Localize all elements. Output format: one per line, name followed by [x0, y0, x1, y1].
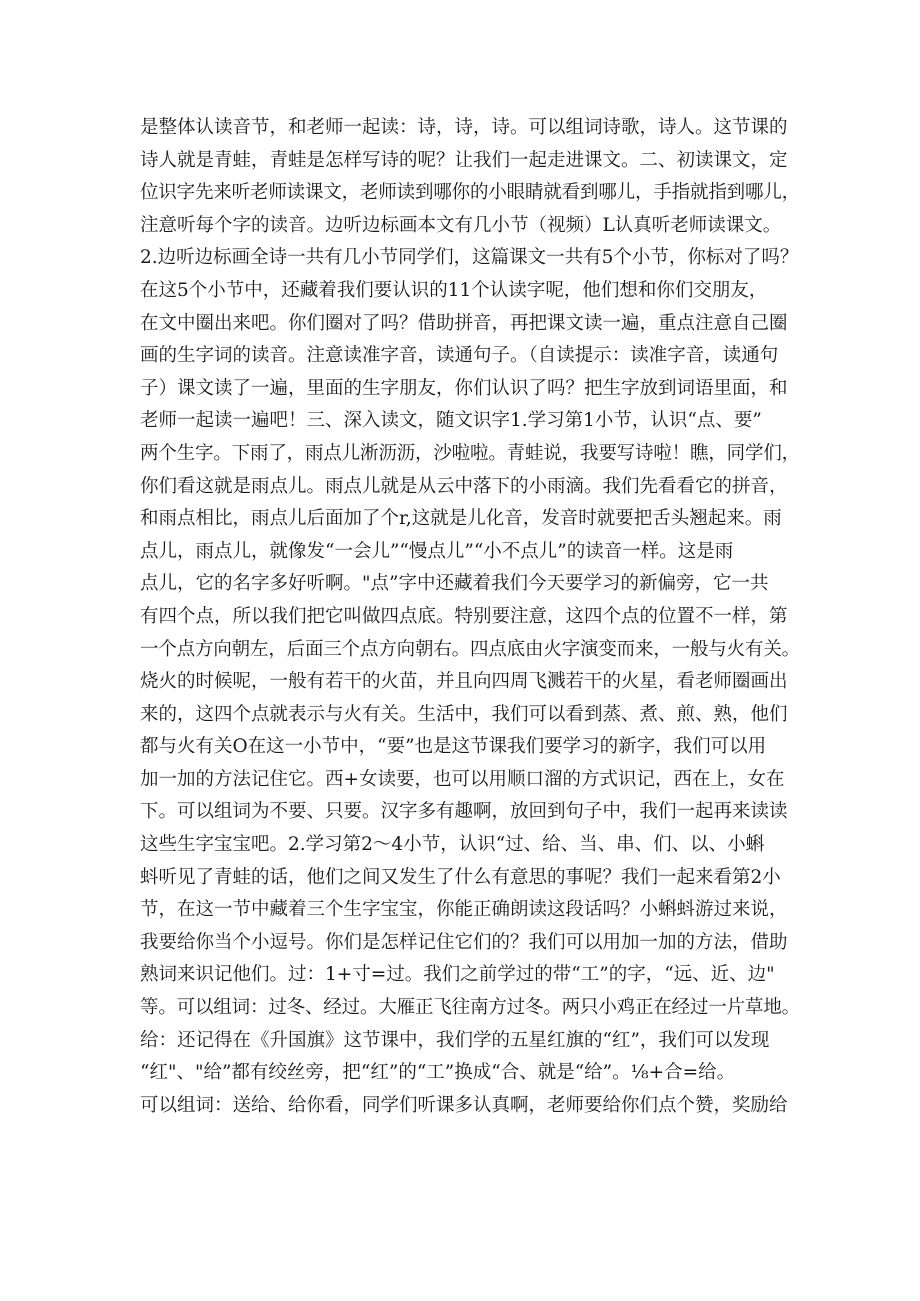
- text-line: 2.边听边标画全诗一共有几小节同学们，这篇课文一共有5个小节，你标对了吗？: [140, 247, 799, 269]
- text-line: 有四个点，所以我们把它叫做四点底。特别要注意，这四个点的位置不一样，第: [140, 605, 788, 627]
- text-line: 两个生字。下雨了，雨点儿淅沥沥，沙啦啦。青蛙说，我要写诗啦！瞧，同学们，: [140, 442, 800, 464]
- text-line: 可以组词：送给、给你看，同学们听课多认真啊，老师要给你们点个赞，奖励给: [140, 1094, 788, 1116]
- text-line: 老师一起读一遍吧！三、深入读文，随文识字1.学习第1小节，认识“点、要”: [140, 410, 762, 432]
- text-line: 位识字先来听老师读课文，老师读到哪你的小眼睛就看到哪儿，手指就指到哪儿，: [140, 182, 800, 204]
- text-line: 都与火有关O在这一小节中，“要”也是这节课我们要学习的新字，我们可以用: [140, 736, 767, 758]
- text-line: 点儿，雨点儿，就像发“一会儿”“慢点儿”“小不点儿”的读音一样。这是雨: [140, 540, 734, 562]
- text-line: 在文中圈出来吧。你们圈对了吗？借助拼音，再把课文读一遍，重点注意自己圈: [140, 312, 788, 334]
- text-line: 子）课文读了一遍，里面的生字朋友，你们认识了吗？把生字放到词语里面，和: [140, 377, 788, 399]
- text-line: 画的生字词的读音。注意读准字音，读通句子。（自读提示：读准字音，读通句: [140, 345, 779, 367]
- text-line: 熟词来识记他们。过：1+寸=过。我们之前学过的带“工”的字，“远、近、边": [140, 964, 775, 986]
- text-line: 加一加的方法记住它。西+女读要，也可以用顺口溜的方式识记，西在上，女在: [140, 768, 785, 790]
- text-line: 和雨点相比，雨点儿后面加了个r,这就是儿化音，发音时就要把舌头翘起来。雨: [140, 508, 782, 530]
- text-line: 注意听每个字的读音。边听边标画本文有几小节（视频）L认真听老师读课文。: [140, 214, 782, 236]
- text-line: 下。可以组词为不要、只要。汉字多有趣啊，放回到句子中，我们一起再来读读: [140, 801, 788, 823]
- text-line: 节，在这一节中藏着三个生字宝宝，你能正确朗读这段话吗？小蝌蚪游过来说，: [140, 899, 788, 921]
- text-line: 是整体认读音节，和老师一起读：诗，诗，诗。可以组词诗歌，诗人。这节课的: [140, 117, 788, 138]
- text-line: 蚪听见了青蛙的话，他们之间又发生了什么有意思的事呢？我们一起来看第2小: [140, 866, 781, 888]
- text-line: 一个点方向朝左，后面三个点方向朝右。四点底由火字演变而来，一般与火有关。: [140, 638, 800, 660]
- text-line: 你们看这就是雨点儿。雨点儿就是从云中落下的小雨滴。我们先看看它的拼音，: [140, 475, 788, 497]
- text-line: 点儿，它的名字多好听啊。"点”字中还藏着我们今天要学习的新偏旁，它一共: [140, 573, 769, 595]
- text-line: 在这5个小节中，还藏着我们要认识的11个认读字呢，他们想和你们交朋友，: [140, 279, 768, 301]
- text-line: 等。可以组词：过冬、经过。大雁正飞往南方过冬。两只小鸡正在经过一片草地。: [140, 997, 800, 1019]
- text-line: 诗人就是青蛙，青蛙是怎样写诗的呢？让我们一起走进课文。二、初读课文，定: [140, 149, 788, 171]
- body-text: [140, 112, 800, 1122]
- text-line: 烧火的时候呢，一般有若干的火苗，并且向四周飞溅若干的火星，看老师圈画出: [140, 671, 788, 693]
- text-line: 我要给你当个小逗号。你们是怎样记住它们的？我们可以用加一加的方法，借助: [140, 931, 788, 953]
- text-line: 给：还记得在《升国旗》这节课中，我们学的五星红旗的“红”，我们可以发现: [140, 1029, 770, 1051]
- text-line: 来的，这四个点就表示与火有关。生活中，我们可以看到蒸、煮、煎、熟，他们: [140, 703, 788, 725]
- text-line: 这些生字宝宝吧。2.学习第2～4小节，认识“过、给、当、串、们、以、小蝌: [140, 834, 765, 856]
- text-line: “红"、"给”都有绞丝旁，把“红”的“工”换成“合、就是“给”。⅛+合=给。: [140, 1062, 736, 1084]
